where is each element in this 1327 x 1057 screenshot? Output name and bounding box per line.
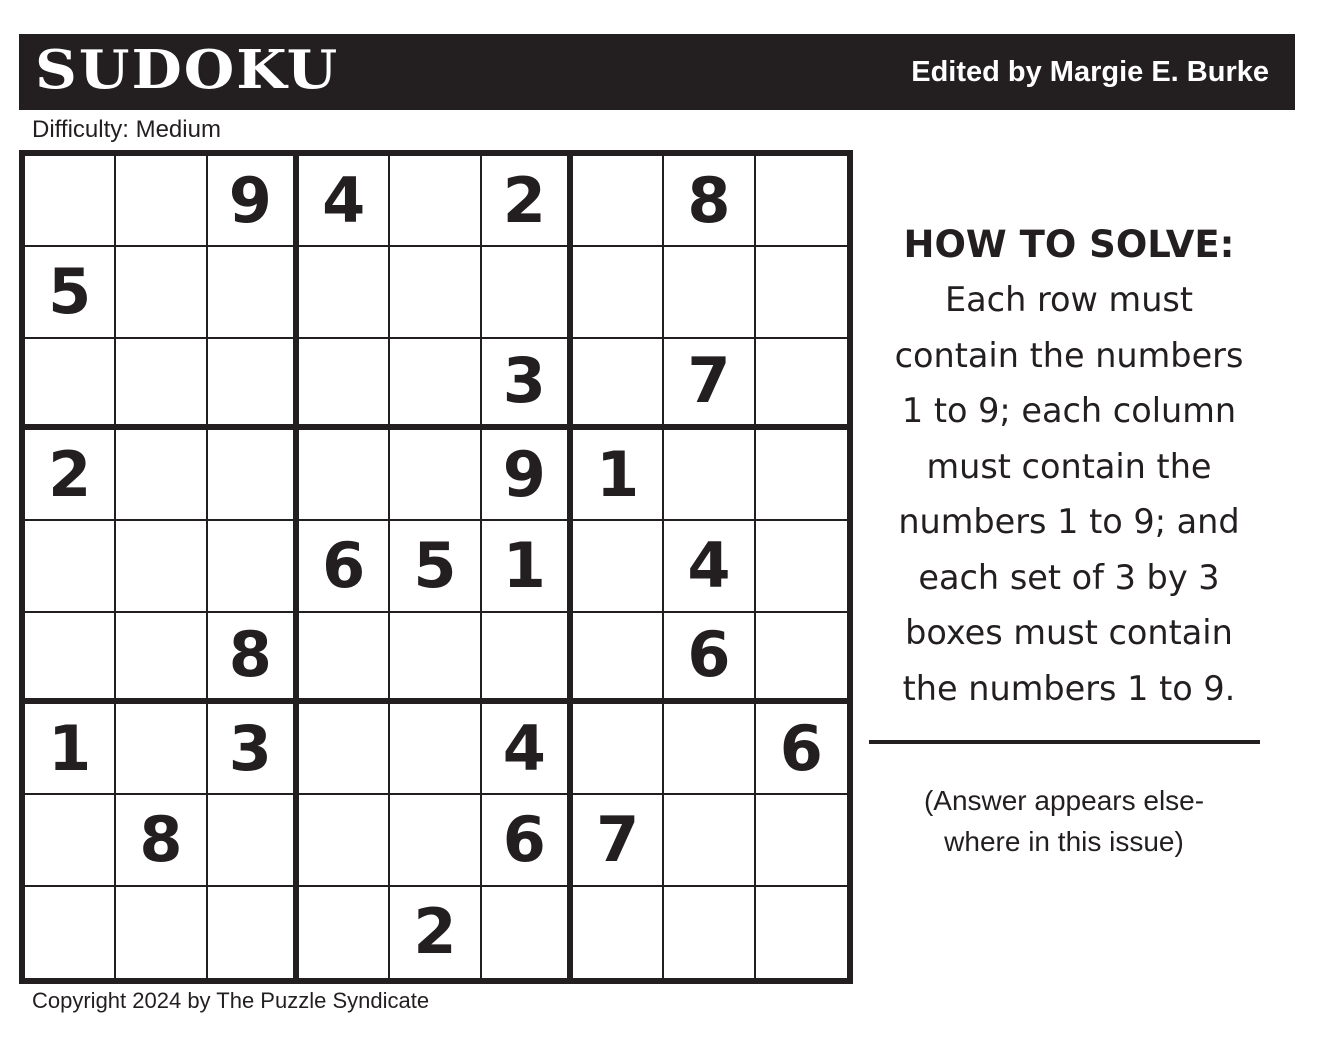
empty-cell[interactable] — [664, 247, 755, 338]
given-cell: 6 — [482, 795, 573, 886]
given-cell: 2 — [482, 156, 573, 247]
given-cell: 5 — [25, 247, 116, 338]
given-cell: 4 — [299, 156, 390, 247]
given-cell: 6 — [299, 521, 390, 612]
empty-cell[interactable] — [25, 156, 116, 247]
empty-cell[interactable] — [390, 247, 481, 338]
empty-cell[interactable] — [756, 613, 847, 704]
empty-cell[interactable] — [116, 887, 207, 978]
empty-cell[interactable] — [25, 613, 116, 704]
given-cell: 1 — [482, 521, 573, 612]
empty-cell[interactable] — [25, 339, 116, 430]
empty-cell[interactable] — [208, 430, 299, 521]
header-bar — [19, 34, 1295, 110]
empty-cell[interactable] — [116, 521, 207, 612]
empty-cell[interactable] — [208, 521, 299, 612]
given-cell: 9 — [208, 156, 299, 247]
empty-cell[interactable] — [299, 704, 390, 795]
empty-cell[interactable] — [573, 156, 664, 247]
empty-cell[interactable] — [390, 430, 481, 521]
empty-cell[interactable] — [756, 795, 847, 886]
editor-credit: Edited by Margie E. Burke — [911, 56, 1269, 88]
empty-cell[interactable] — [390, 704, 481, 795]
empty-cell[interactable] — [390, 156, 481, 247]
given-cell: 1 — [25, 704, 116, 795]
empty-cell[interactable] — [573, 613, 664, 704]
empty-cell[interactable] — [116, 704, 207, 795]
how-to-solve-title: HOW TO SOLVE: — [903, 223, 1235, 266]
empty-cell[interactable] — [116, 339, 207, 430]
empty-cell[interactable] — [116, 156, 207, 247]
empty-cell[interactable] — [208, 795, 299, 886]
empty-cell[interactable] — [664, 887, 755, 978]
empty-cell[interactable] — [390, 795, 481, 886]
empty-cell[interactable] — [756, 247, 847, 338]
empty-cell[interactable] — [208, 247, 299, 338]
empty-cell[interactable] — [664, 430, 755, 521]
empty-cell[interactable] — [573, 704, 664, 795]
given-cell: 6 — [664, 613, 755, 704]
given-cell: 2 — [25, 430, 116, 521]
empty-cell[interactable] — [573, 887, 664, 978]
how-to-solve-text: Each row must contain the numbers 1 to 9; each column must contain the numbers 1 to 9; and each set of 3 by 3 boxes must contain the numbers 1 to 9. — [894, 280, 1244, 708]
empty-cell[interactable] — [756, 339, 847, 430]
empty-cell[interactable] — [208, 339, 299, 430]
empty-cell[interactable] — [390, 339, 481, 430]
given-cell: 8 — [116, 795, 207, 886]
given-cell: 4 — [664, 521, 755, 612]
empty-cell[interactable] — [664, 704, 755, 795]
empty-cell[interactable] — [390, 613, 481, 704]
empty-cell[interactable] — [116, 430, 207, 521]
empty-cell[interactable] — [299, 247, 390, 338]
empty-cell[interactable] — [25, 795, 116, 886]
given-cell: 9 — [482, 430, 573, 521]
empty-cell[interactable] — [573, 339, 664, 430]
empty-cell[interactable] — [299, 795, 390, 886]
empty-cell[interactable] — [756, 430, 847, 521]
empty-cell[interactable] — [116, 247, 207, 338]
empty-cell[interactable] — [756, 887, 847, 978]
given-cell: 3 — [482, 339, 573, 430]
given-cell: 1 — [573, 430, 664, 521]
copyright-text: Copyright 2024 by The Puzzle Syndicate — [32, 988, 430, 1013]
given-cell: 7 — [664, 339, 755, 430]
empty-cell[interactable] — [116, 613, 207, 704]
empty-cell[interactable] — [208, 887, 299, 978]
given-cell: 7 — [573, 795, 664, 886]
answer-note: (Answer appears else- where in this issue) — [923, 785, 1205, 857]
empty-cell[interactable] — [25, 887, 116, 978]
sudoku-grid — [19, 150, 853, 984]
empty-cell[interactable] — [299, 339, 390, 430]
empty-cell[interactable] — [756, 156, 847, 247]
empty-cell[interactable] — [482, 613, 573, 704]
empty-cell[interactable] — [664, 795, 755, 886]
given-cell: 2 — [390, 887, 481, 978]
how-to-solve-panel — [862, 218, 1276, 716]
empty-cell[interactable] — [573, 247, 664, 338]
given-cell: 8 — [208, 613, 299, 704]
empty-cell[interactable] — [299, 430, 390, 521]
given-cell: 4 — [482, 704, 573, 795]
divider-line — [869, 740, 1260, 744]
given-cell: 5 — [390, 521, 481, 612]
empty-cell[interactable] — [573, 521, 664, 612]
empty-cell[interactable] — [756, 521, 847, 612]
empty-cell[interactable] — [482, 887, 573, 978]
empty-cell[interactable] — [25, 521, 116, 612]
empty-cell[interactable] — [299, 613, 390, 704]
empty-cell[interactable] — [299, 887, 390, 978]
given-cell: 6 — [756, 704, 847, 795]
sudoku-logo: SUDOKU — [35, 38, 340, 101]
difficulty-label: Difficulty: Medium — [32, 116, 221, 143]
given-cell: 8 — [664, 156, 755, 247]
given-cell: 3 — [208, 704, 299, 795]
empty-cell[interactable] — [482, 247, 573, 338]
